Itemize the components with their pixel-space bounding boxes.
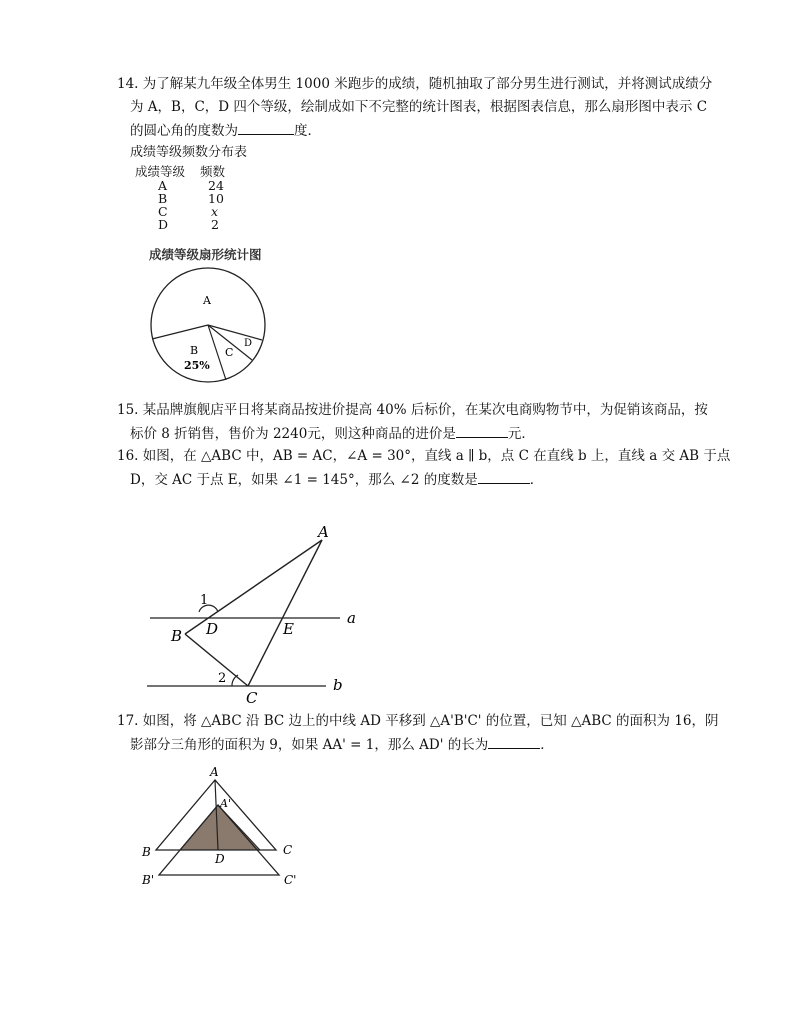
label-c-vertex: C [246, 689, 258, 707]
q14-table-title: 成绩等级频数分布表 [130, 145, 248, 160]
label-e-point: E [283, 620, 294, 638]
label-a-top: A [210, 765, 219, 779]
label-d-point: D [206, 620, 219, 638]
q16-line2 [130, 470, 543, 489]
pie-label-a: A [203, 294, 211, 307]
q15-answer-blank [456, 424, 508, 438]
q16-answer-blank [478, 470, 530, 484]
label-line-a: a [347, 609, 356, 627]
segment-bc [185, 634, 248, 686]
shaded-triangle [180, 805, 260, 850]
q15-line2-prefix: 标价 8 折销售，售价为 2240元，则这种商品的进价是 [130, 426, 456, 442]
label-angle-1: 1 [200, 593, 209, 608]
label-a-prime: A' [220, 797, 231, 810]
pie-chart-title: 成绩等级扇形统计图 [149, 247, 262, 262]
q17-line1: 17. 如图，将 △ABC 沿 BC 边上的中线 AD 平移到 △A'B'C' 的位置，已知 △ABC 的面积为 16，阴 [117, 713, 719, 729]
pie-label-c: C [225, 346, 234, 359]
q16-line2-suffix: ． [529, 472, 544, 488]
q14-line3-suffix: 度． [294, 123, 321, 139]
q17-geometry-figure [138, 762, 318, 887]
q14-answer-blank [238, 121, 294, 135]
label-c-prime: C' [284, 873, 297, 887]
table-cell-count: x [211, 204, 219, 219]
q17-line2-prefix: 影部分三角形的面积为 9，如果 AA' = 1，那么 AD' 的长为 [130, 737, 489, 753]
q16-line2-prefix: D，交 AC 于点 E，如果 ∠1 = 145°，那么 ∠2 的度数是 [130, 472, 478, 488]
table-cell-count: 24 [208, 178, 224, 193]
table-cell-count: 10 [208, 191, 224, 206]
table-header-count: 频数 [200, 164, 226, 179]
pie-label-d: D [244, 338, 253, 349]
table-cell-grade: C [158, 204, 168, 219]
table-cell-grade: D [158, 217, 169, 232]
label-b-prime: B' [142, 873, 155, 887]
segment-ac [248, 540, 322, 686]
label-a-vertex: A [318, 523, 329, 541]
pie-radius-ab [152, 325, 208, 339]
q14-line1: 14. 为了解某九年级全体男生 1000 米跑步的成绩，随机抽取了部分男生进行测试，并将测试成绩分 [117, 76, 713, 92]
q15-line1: 15. 某品牌旗舰店平日将某商品按进价提高 40% 后标价，在某次电商购物节中，为促销该商品，按 [117, 402, 708, 418]
q17-answer-blank [488, 735, 540, 749]
q14-line3 [130, 121, 321, 140]
label-b-left: B [142, 845, 151, 859]
pie-label-b: B [190, 344, 199, 357]
label-d-mid: D [215, 852, 225, 866]
table-cell-grade: A [158, 178, 168, 193]
label-c-right: C [283, 843, 293, 857]
pie-label-b-percent: 25% [184, 359, 210, 372]
q17-line2-suffix: ． [540, 737, 554, 753]
table-cell-count: 2 [211, 217, 219, 232]
label-angle-2: 2 [218, 671, 227, 686]
q15-line2-suffix: 元． [507, 426, 535, 442]
q14-line2: 为 A，B，C，D 四个等级，绘制成如下不完整的统计图表，根据图表信息，那么扇形图中表示 C [130, 99, 708, 115]
pie-radius-bc [208, 325, 226, 380]
q16-geometry-figure [140, 518, 360, 708]
q17-line2 [130, 735, 554, 754]
table-header-grade: 成绩等级 [135, 164, 186, 179]
pie-radius-da [208, 325, 262, 340]
table-cell-grade: B [158, 191, 168, 206]
pie-chart-figure [145, 268, 275, 388]
q16-line1: 16. 如图，在 △ABC 中，AB = AC，∠A = 30°，直线 a ∥ b，点 C 在直线 b 上，直线 a 交 AB 于点 [117, 448, 731, 464]
q15-line2 [130, 424, 535, 443]
label-b-vertex: B [171, 627, 183, 645]
q14-line3-prefix: 的圆心角的度数为 [130, 123, 238, 139]
label-line-b: b [333, 676, 343, 694]
